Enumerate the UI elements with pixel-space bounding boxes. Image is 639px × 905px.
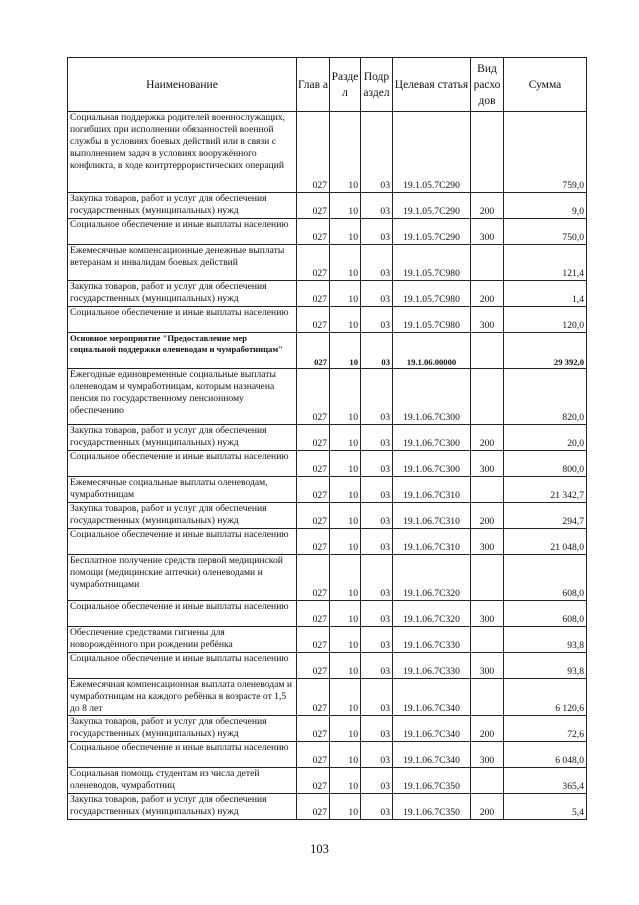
- cell-name: Социальная поддержка родителей военнослужащих, погибших при исполнении обязанностей военной службы в условиях боевых действий или в связи с выполнением задач в условиях вооружённого конфликта, в ходе контртеррористических операций: [68, 112, 297, 193]
- cell-sum: 294,7: [504, 503, 587, 529]
- cell-name: Социальная помощь студентам из числа детей оленеводов, чумработниц: [68, 768, 297, 794]
- cell-sum: 608,0: [504, 601, 587, 627]
- cell-podrazdel: 03: [361, 627, 393, 653]
- table-row: [68, 529, 587, 555]
- cell-razdel: 10: [330, 529, 361, 555]
- cell-podrazdel: 03: [361, 529, 393, 555]
- cell-razdel: 10: [330, 451, 361, 477]
- cell-target: 19.1.06.7С300: [393, 451, 471, 477]
- cell-sum: 6 048,0: [504, 742, 587, 768]
- header-glava: Глав а: [297, 58, 330, 112]
- cell-sum: 1,4: [504, 281, 587, 307]
- cell-glava: 027: [297, 742, 330, 768]
- cell-podrazdel: 03: [361, 369, 393, 425]
- cell-sum: 21 048,0: [504, 529, 587, 555]
- table-row: [68, 112, 587, 193]
- cell-podrazdel: 03: [361, 112, 393, 193]
- cell-razdel: 10: [330, 503, 361, 529]
- cell-razdel: 10: [330, 627, 361, 653]
- cell-name: Социальное обеспечение и иные выплаты населению: [68, 653, 297, 679]
- cell-name: Социальное обеспечение и иные выплаты населению: [68, 307, 297, 333]
- cell-name: Основное мероприятие "Предоставление мер социальной поддержки оленеводам и чумработницам": [68, 333, 297, 369]
- cell-vid: [471, 245, 504, 281]
- cell-glava: 027: [297, 679, 330, 716]
- cell-name: Обеспечение средствами гигиены для новорождённого при рождении ребёнка: [68, 627, 297, 653]
- cell-razdel: 10: [330, 219, 361, 245]
- cell-razdel: 10: [330, 333, 361, 369]
- cell-sum: 6 120,6: [504, 679, 587, 716]
- cell-razdel: 10: [330, 193, 361, 219]
- cell-name: Закупка товаров, работ и услуг для обеспечения государственных (муниципальных) нужд: [68, 503, 297, 529]
- cell-target: 19.1.06.7С330: [393, 627, 471, 653]
- cell-podrazdel: 03: [361, 477, 393, 503]
- cell-podrazdel: 03: [361, 219, 393, 245]
- header-vid: Вид расхо дов: [471, 58, 504, 112]
- cell-target: 19.1.06.7С340: [393, 679, 471, 716]
- cell-vid: [471, 477, 504, 503]
- cell-target: 19.1.05.7С980: [393, 307, 471, 333]
- cell-vid: [471, 679, 504, 716]
- header-podrazdel: Подр аздел: [361, 58, 393, 112]
- cell-sum: 93,8: [504, 653, 587, 679]
- cell-podrazdel: 03: [361, 716, 393, 742]
- cell-podrazdel: 03: [361, 193, 393, 219]
- cell-vid: 200: [471, 503, 504, 529]
- table-row: [68, 245, 587, 281]
- cell-vid: [471, 768, 504, 794]
- header-sum: Сумма: [504, 58, 587, 112]
- cell-name: Социальное обеспечение и иные выплаты населению: [68, 451, 297, 477]
- table-row: [68, 193, 587, 219]
- cell-name: Социальное обеспечение и иные выплаты населению: [68, 742, 297, 768]
- cell-sum: 608,0: [504, 555, 587, 601]
- cell-glava: 027: [297, 529, 330, 555]
- cell-name: Закупка товаров, работ и услуг для обеспечения государственных (муниципальных) нужд: [68, 794, 297, 820]
- cell-target: 19.1.05.7С290: [393, 112, 471, 193]
- header-target: Целевая статья: [393, 58, 471, 112]
- cell-name: Социальное обеспечение и иные выплаты населению: [68, 601, 297, 627]
- cell-glava: 027: [297, 369, 330, 425]
- page-number: 103: [310, 842, 329, 856]
- cell-target: 19.1.06.7С340: [393, 716, 471, 742]
- cell-vid: 200: [471, 281, 504, 307]
- table-row: [68, 369, 587, 425]
- cell-podrazdel: 03: [361, 333, 393, 369]
- cell-podrazdel: 03: [361, 679, 393, 716]
- cell-razdel: 10: [330, 601, 361, 627]
- header-razdel: Разде л: [330, 58, 361, 112]
- cell-sum: 365,4: [504, 768, 587, 794]
- cell-vid: [471, 555, 504, 601]
- cell-podrazdel: 03: [361, 425, 393, 451]
- table-row: [68, 281, 587, 307]
- cell-name: Ежемесячные социальные выплаты оленеводам, чумработницам: [68, 477, 297, 503]
- cell-podrazdel: 03: [361, 307, 393, 333]
- cell-razdel: 10: [330, 425, 361, 451]
- cell-target: 19.1.06.7С300: [393, 425, 471, 451]
- cell-razdel: 10: [330, 679, 361, 716]
- cell-razdel: 10: [330, 555, 361, 601]
- cell-name: Ежегодные единовременные социальные выплаты оленеводам и чумработницам, которым назначена пенсия по государственному пенсионному обеспечению: [68, 369, 297, 425]
- cell-sum: 9,0: [504, 193, 587, 219]
- cell-glava: 027: [297, 768, 330, 794]
- cell-glava: 027: [297, 219, 330, 245]
- cell-target: 19.1.05.7С290: [393, 219, 471, 245]
- cell-vid: 200: [471, 193, 504, 219]
- cell-razdel: 10: [330, 794, 361, 820]
- cell-vid: 200: [471, 794, 504, 820]
- cell-razdel: 10: [330, 716, 361, 742]
- cell-vid: [471, 333, 504, 369]
- cell-glava: 027: [297, 333, 330, 369]
- cell-razdel: 10: [330, 307, 361, 333]
- cell-glava: 027: [297, 245, 330, 281]
- cell-vid: 300: [471, 742, 504, 768]
- cell-vid: 300: [471, 601, 504, 627]
- cell-sum: 800,0: [504, 451, 587, 477]
- cell-glava: 027: [297, 794, 330, 820]
- cell-razdel: 10: [330, 742, 361, 768]
- cell-sum: 5,4: [504, 794, 587, 820]
- cell-razdel: 10: [330, 245, 361, 281]
- table-body: [68, 112, 587, 820]
- table-row: [68, 477, 587, 503]
- cell-podrazdel: 03: [361, 503, 393, 529]
- cell-sum: 72,6: [504, 716, 587, 742]
- cell-razdel: 10: [330, 369, 361, 425]
- cell-target: 19.1.06.7С350: [393, 794, 471, 820]
- cell-name: Ежемесячная компенсационная выплата оленеводам и чумработницам на каждого ребёнка в возрасте от 1,5 до 8 лет: [68, 679, 297, 716]
- cell-podrazdel: 03: [361, 742, 393, 768]
- cell-target: 19.1.06.7С320: [393, 555, 471, 601]
- cell-glava: 027: [297, 112, 330, 193]
- cell-sum: 93,8: [504, 627, 587, 653]
- cell-vid: 300: [471, 529, 504, 555]
- cell-target: 19.1.05.7С290: [393, 193, 471, 219]
- table-row: [68, 716, 587, 742]
- cell-podrazdel: 03: [361, 768, 393, 794]
- table-row: [68, 333, 587, 369]
- cell-target: 19.1.06.7С330: [393, 653, 471, 679]
- cell-name: Социальное обеспечение и иные выплаты населению: [68, 219, 297, 245]
- cell-target: 19.1.06.7С310: [393, 477, 471, 503]
- cell-glava: 027: [297, 425, 330, 451]
- cell-razdel: 10: [330, 281, 361, 307]
- table-row: [68, 627, 587, 653]
- cell-sum: 120,0: [504, 307, 587, 333]
- cell-vid: 300: [471, 653, 504, 679]
- cell-razdel: 10: [330, 653, 361, 679]
- cell-sum: 29 392,0: [504, 333, 587, 369]
- table-row: [68, 679, 587, 716]
- cell-podrazdel: 03: [361, 555, 393, 601]
- table-header-row: [68, 58, 587, 112]
- table-row: [68, 768, 587, 794]
- cell-vid: 300: [471, 219, 504, 245]
- cell-sum: 759,0: [504, 112, 587, 193]
- cell-podrazdel: 03: [361, 281, 393, 307]
- cell-vid: 200: [471, 716, 504, 742]
- table-row: [68, 425, 587, 451]
- cell-glava: 027: [297, 653, 330, 679]
- cell-vid: [471, 112, 504, 193]
- cell-podrazdel: 03: [361, 451, 393, 477]
- cell-glava: 027: [297, 451, 330, 477]
- cell-vid: 200: [471, 425, 504, 451]
- table-row: [68, 601, 587, 627]
- cell-glava: 027: [297, 477, 330, 503]
- table-row: [68, 307, 587, 333]
- cell-glava: 027: [297, 555, 330, 601]
- cell-vid: [471, 627, 504, 653]
- cell-vid: 300: [471, 451, 504, 477]
- cell-sum: 820,0: [504, 369, 587, 425]
- cell-glava: 027: [297, 307, 330, 333]
- cell-target: 19.1.06.00000: [393, 333, 471, 369]
- cell-glava: 027: [297, 716, 330, 742]
- cell-target: 19.1.06.7С340: [393, 742, 471, 768]
- cell-glava: 027: [297, 281, 330, 307]
- cell-glava: 027: [297, 601, 330, 627]
- cell-vid: [471, 369, 504, 425]
- cell-name: Бесплатное получение средств первой медицинской помощи (медицинские аптечки) оленеводами и чумработницами: [68, 555, 297, 601]
- cell-razdel: 10: [330, 112, 361, 193]
- cell-name: Ежемесячные компенсационные денежные выплаты ветеранам и инвалидам боевых действий: [68, 245, 297, 281]
- cell-target: 19.1.05.7С980: [393, 281, 471, 307]
- cell-target: 19.1.06.7С350: [393, 768, 471, 794]
- cell-sum: 750,0: [504, 219, 587, 245]
- cell-target: 19.1.06.7С300: [393, 369, 471, 425]
- table-row: [68, 653, 587, 679]
- cell-vid: 300: [471, 307, 504, 333]
- cell-glava: 027: [297, 627, 330, 653]
- header-name: Наименование: [68, 58, 297, 112]
- cell-podrazdel: 03: [361, 653, 393, 679]
- cell-target: 19.1.06.7С310: [393, 529, 471, 555]
- cell-sum: 21 342,7: [504, 477, 587, 503]
- budget-table: [67, 57, 587, 820]
- cell-sum: 20,0: [504, 425, 587, 451]
- cell-name: Закупка товаров, работ и услуг для обеспечения государственных (муниципальных) нужд: [68, 281, 297, 307]
- cell-podrazdel: 03: [361, 794, 393, 820]
- cell-name: Закупка товаров, работ и услуг для обеспечения государственных (муниципальных) нужд: [68, 193, 297, 219]
- cell-podrazdel: 03: [361, 245, 393, 281]
- cell-glava: 027: [297, 193, 330, 219]
- cell-name: Закупка товаров, работ и услуг для обеспечения государственных (муниципальных) нужд: [68, 425, 297, 451]
- table-row: [68, 451, 587, 477]
- cell-glava: 027: [297, 503, 330, 529]
- cell-target: 19.1.06.7С320: [393, 601, 471, 627]
- cell-name: Закупка товаров, работ и услуг для обеспечения государственных (муниципальных) нужд: [68, 716, 297, 742]
- table-row: [68, 503, 587, 529]
- table-row: [68, 794, 587, 820]
- cell-razdel: 10: [330, 768, 361, 794]
- cell-target: 19.1.05.7С980: [393, 245, 471, 281]
- cell-podrazdel: 03: [361, 601, 393, 627]
- cell-target: 19.1.06.7С310: [393, 503, 471, 529]
- table-row: [68, 742, 587, 768]
- cell-name: Социальное обеспечение и иные выплаты населению: [68, 529, 297, 555]
- cell-razdel: 10: [330, 477, 361, 503]
- table-row: [68, 219, 587, 245]
- cell-sum: 121,4: [504, 245, 587, 281]
- table-row: [68, 555, 587, 601]
